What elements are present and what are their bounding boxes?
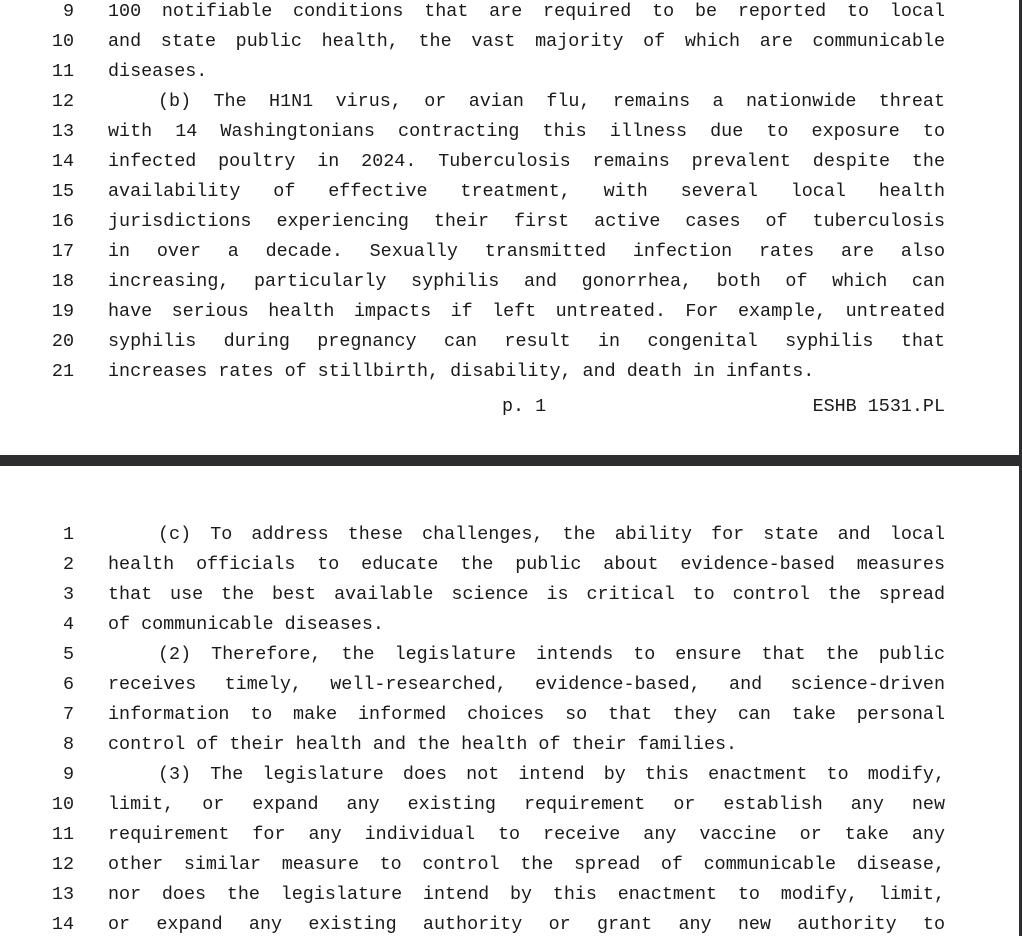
text-line bbox=[0, 670, 1019, 700]
line-number: 10 bbox=[51, 31, 74, 52]
line-number: 21 bbox=[51, 361, 74, 382]
document-page-2 bbox=[0, 466, 1019, 936]
line-text: with 14 Washingtonians contracting this illness due to exposure to bbox=[108, 121, 945, 142]
line-number: 9 bbox=[62, 1, 74, 22]
text-line bbox=[0, 267, 1019, 297]
line-number: 7 bbox=[62, 704, 74, 725]
line-text: requirement for any individual to receive any vaccine or take any bbox=[108, 824, 945, 845]
line-text: (2) Therefore, the legislature intends to ensure that the public bbox=[158, 644, 945, 665]
line-text: of communicable diseases. bbox=[108, 614, 384, 635]
line-number: 1 bbox=[62, 524, 74, 545]
text-line bbox=[0, 207, 1019, 237]
text-line bbox=[0, 610, 1019, 640]
line-text: jurisdictions experiencing their first active cases of tuberculosis bbox=[108, 211, 945, 232]
line-number: 11 bbox=[51, 824, 74, 845]
line-number: 12 bbox=[51, 91, 74, 112]
text-line bbox=[0, 580, 1019, 610]
line-number: 2 bbox=[62, 554, 74, 575]
text-line bbox=[0, 790, 1019, 820]
line-text: health officials to educate the public about evidence-based measures bbox=[108, 554, 945, 575]
line-text: syphilis during pregnancy can result in congenital syphilis that bbox=[108, 331, 945, 352]
line-number: 14 bbox=[51, 914, 74, 935]
text-line bbox=[0, 910, 1019, 936]
line-text: or expand any existing authority or grant any new authority to bbox=[108, 914, 945, 935]
line-text: diseases. bbox=[108, 61, 208, 82]
line-text: and state public health, the vast majority of which are communicable bbox=[108, 31, 945, 52]
text-line bbox=[0, 177, 1019, 207]
line-number: 13 bbox=[51, 884, 74, 905]
text-line bbox=[0, 880, 1019, 910]
text-line bbox=[0, 87, 1019, 117]
line-text: nor does the legislature intend by this enactment to modify, limit, bbox=[108, 884, 945, 905]
line-text: increases rates of stillbirth, disability, and death in infants. bbox=[108, 361, 815, 382]
page-footer bbox=[0, 392, 1019, 422]
line-number: 5 bbox=[62, 644, 74, 665]
text-line bbox=[0, 820, 1019, 850]
text-line bbox=[0, 0, 1019, 27]
line-number: 3 bbox=[62, 584, 74, 605]
line-number: 14 bbox=[51, 151, 74, 172]
document-id: ESHB 1531.PL bbox=[812, 396, 945, 417]
page-number: p. 1 bbox=[502, 396, 547, 417]
text-line bbox=[0, 327, 1019, 357]
line-number: 18 bbox=[51, 271, 74, 292]
line-number: 6 bbox=[62, 674, 74, 695]
text-line bbox=[0, 640, 1019, 670]
line-text: infected poultry in 2024. Tuberculosis remains prevalent despite the bbox=[108, 151, 945, 172]
line-number: 8 bbox=[62, 734, 74, 755]
line-number: 12 bbox=[51, 854, 74, 875]
text-line bbox=[0, 57, 1019, 87]
text-line bbox=[0, 760, 1019, 790]
line-text: other similar measure to control the spread of communicable disease, bbox=[108, 854, 945, 875]
text-line bbox=[0, 237, 1019, 267]
line-text: control of their health and the health of their families. bbox=[108, 734, 738, 755]
text-line bbox=[0, 850, 1019, 880]
text-line bbox=[0, 117, 1019, 147]
text-line bbox=[0, 520, 1019, 550]
text-line bbox=[0, 147, 1019, 177]
line-text: in over a decade. Sexually transmitted infection rates are also bbox=[108, 241, 945, 262]
line-text: limit, or expand any existing requirement or establish any new bbox=[108, 794, 945, 815]
text-line bbox=[0, 700, 1019, 730]
line-number: 4 bbox=[62, 614, 74, 635]
line-number: 11 bbox=[51, 61, 74, 82]
line-text: information to make informed choices so that they can take personal bbox=[108, 704, 945, 725]
line-number: 15 bbox=[51, 181, 74, 202]
text-line bbox=[0, 297, 1019, 327]
line-text: receives timely, well-researched, evidence-based, and science-driven bbox=[108, 674, 945, 695]
text-line bbox=[0, 27, 1019, 57]
line-number: 16 bbox=[51, 211, 74, 232]
line-text: (c) To address these challenges, the ability for state and local bbox=[158, 524, 945, 545]
line-number: 13 bbox=[51, 121, 74, 142]
line-text: have serious health impacts if left untreated. For example, untreated bbox=[108, 301, 945, 322]
document-page-1 bbox=[0, 0, 1019, 455]
line-text: 100 notifiable conditions that are required to be reported to local bbox=[108, 1, 945, 22]
text-line bbox=[0, 357, 1019, 387]
line-text: (b) The H1N1 virus, or avian flu, remains a nationwide threat bbox=[158, 91, 945, 112]
text-line bbox=[0, 550, 1019, 580]
text-line bbox=[0, 730, 1019, 760]
line-number: 10 bbox=[51, 794, 74, 815]
line-number: 9 bbox=[62, 764, 74, 785]
line-text: increasing, particularly syphilis and gonorrhea, both of which can bbox=[108, 271, 945, 292]
line-number: 19 bbox=[51, 301, 74, 322]
line-number: 20 bbox=[51, 331, 74, 352]
line-number: 17 bbox=[51, 241, 74, 262]
line-text: that use the best available science is critical to control the spread bbox=[108, 584, 945, 605]
line-text: (3) The legislature does not intend by this enactment to modify, bbox=[158, 764, 945, 785]
line-text: availability of effective treatment, with several local health bbox=[108, 181, 945, 202]
